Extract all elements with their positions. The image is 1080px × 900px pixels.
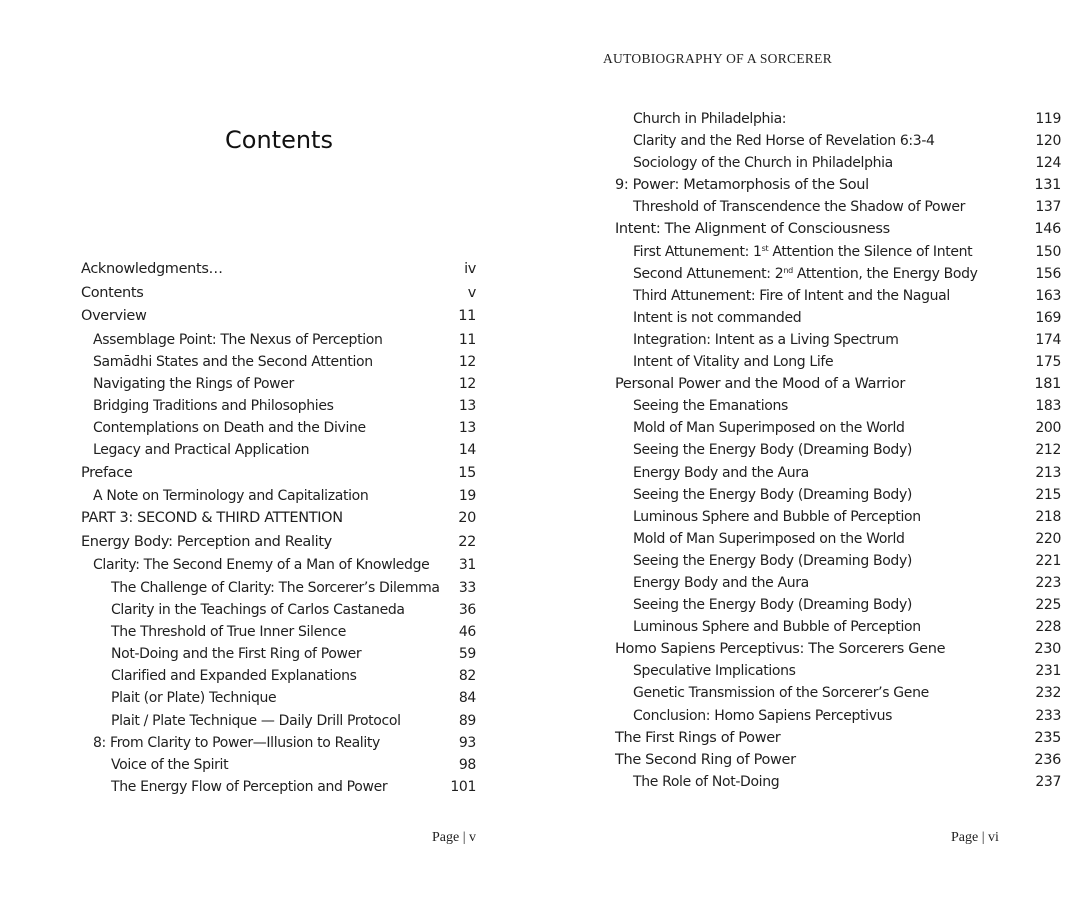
toc-entry[interactable] [81, 329, 476, 351]
toc-entry-page: 150 [1035, 243, 1061, 260]
toc-entry-page: 230 [1034, 641, 1061, 658]
toc-entry-page: 33 [458, 579, 476, 596]
toc-entry-page: 119 [1035, 111, 1061, 127]
toc-entry[interactable] [615, 572, 1061, 594]
toc-entry[interactable] [81, 395, 476, 417]
toc-entry-title: Genetic Transmission of the Sorcerer’s Gene [633, 685, 929, 702]
toc-entry[interactable] [615, 484, 1061, 506]
toc-entry-title: Intent is not commanded [633, 309, 802, 326]
toc-entry-page: 82 [458, 668, 476, 685]
toc-entry-page: 89 [458, 712, 476, 729]
toc-entry-page: 59 [458, 646, 476, 663]
toc-entry-title: Seeing the Energy Body (Dreaming Body) [633, 486, 913, 503]
toc-entry-title: Intent: The Alignment of Consciousness [615, 221, 890, 238]
toc-entry-page: 213 [1035, 464, 1061, 481]
toc-entry-page: 14 [458, 442, 476, 459]
toc-entry-page: 20 [458, 510, 476, 527]
toc-entry[interactable] [615, 550, 1061, 572]
toc-entry[interactable] [81, 710, 476, 732]
toc-entry[interactable] [81, 305, 476, 329]
toc-entry[interactable] [615, 196, 1061, 218]
toc-entry-page: 231 [1035, 663, 1061, 680]
toc-entry-title: First Attunement: 1st Attention the Silence of Intent [633, 243, 973, 260]
toc-entry-page: 156 [1035, 265, 1061, 282]
toc-entry-title: Mold of Man Superimposed on the World [633, 530, 905, 547]
toc-entry-title: Contents [81, 284, 144, 301]
toc-entry-page: 31 [458, 557, 476, 574]
toc-entry-page: 221 [1035, 552, 1061, 569]
toc-entry[interactable] [81, 282, 476, 306]
contents-title: Contents [225, 126, 333, 155]
toc-entry-title: Legacy and Practical Application [93, 442, 310, 459]
left-toc-list [81, 258, 476, 798]
toc-entry[interactable] [81, 351, 476, 373]
right-toc-list [615, 108, 1061, 793]
toc-entry[interactable] [81, 776, 476, 798]
toc-entry[interactable] [81, 754, 476, 776]
toc-entry-title: Samādhi States and the Second Attention [93, 353, 373, 370]
toc-entry-page: 124 [1035, 155, 1061, 172]
toc-entry-title: Homo Sapiens Perceptivus: The Sorcerers Gene [615, 641, 946, 658]
toc-entry[interactable] [615, 108, 1061, 130]
toc-entry-title: Voice of the Spirit [111, 757, 229, 773]
toc-entry-title: PART 3: SECOND & THIRD ATTENTION [81, 510, 343, 527]
toc-entry-page: 233 [1035, 707, 1061, 724]
toc-entry[interactable] [615, 727, 1061, 749]
toc-entry-page: v [467, 284, 476, 301]
toc-entry[interactable] [615, 351, 1061, 373]
toc-entry-title: Church in Philadelphia: [633, 111, 787, 127]
toc-entry-title: Clarity and the Red Horse of Revelation 6:3-4 [633, 133, 935, 150]
toc-entry-page: 163 [1035, 287, 1061, 304]
toc-entry[interactable] [615, 638, 1061, 660]
toc-entry[interactable] [615, 174, 1061, 196]
toc-entry-page: 215 [1035, 486, 1061, 503]
toc-entry-page: 237 [1035, 773, 1061, 790]
toc-entry[interactable] [81, 507, 476, 531]
toc-entry-title: Seeing the Energy Body (Dreaming Body) [633, 442, 913, 459]
toc-entry[interactable] [615, 439, 1061, 461]
toc-entry-title: The Energy Flow of Perception and Power [111, 779, 388, 796]
toc-entry-page: 181 [1034, 376, 1061, 393]
toc-entry-page: 146 [1034, 221, 1061, 238]
toc-entry[interactable] [81, 599, 476, 621]
toc-entry-page: 22 [458, 533, 476, 550]
toc-entry-page: 175 [1035, 354, 1061, 371]
toc-entry[interactable] [615, 682, 1061, 704]
toc-entry-title: Bridging Traditions and Philosophies [93, 398, 334, 415]
toc-entry-title: Clarity: The Second Enemy of a Man of Knowledge [93, 557, 430, 574]
toc-entry-title: Intent of Vitality and Long Life [633, 354, 834, 371]
toc-entry-page: 218 [1035, 508, 1061, 525]
toc-entry[interactable] [81, 258, 476, 282]
toc-entry-page: 235 [1034, 729, 1061, 746]
toc-entry[interactable] [81, 577, 476, 599]
toc-entry[interactable] [615, 130, 1061, 152]
toc-entry-title: Personal Power and the Mood of a Warrior [615, 376, 905, 393]
toc-entry-page: 11 [458, 331, 476, 348]
toc-entry-page: 183 [1035, 398, 1061, 415]
toc-entry[interactable] [81, 621, 476, 643]
toc-entry-title: Overview [81, 308, 147, 324]
toc-entry-page: 236 [1034, 751, 1061, 768]
toc-entry-title: Integration: Intent as a Living Spectrum [633, 331, 899, 348]
toc-entry-title: Second Attunement: 2nd Attention, the Energy Body [633, 265, 978, 282]
running-header: AUTOBIOGRAPHY OF A SORCERER [603, 51, 833, 66]
toc-entry-page: 13 [458, 420, 476, 437]
toc-entry[interactable] [81, 531, 476, 555]
toc-entry-page: 15 [458, 464, 476, 481]
toc-entry-title: Speculative Implications [633, 663, 796, 680]
toc-entry-title: Seeing the Energy Body (Dreaming Body) [633, 597, 913, 614]
toc-entry-title: Plait / Plate Technique — Daily Drill Protocol [111, 712, 401, 729]
toc-entry-page: 174 [1035, 331, 1061, 348]
toc-entry-page: 169 [1035, 309, 1061, 326]
toc-entry-page: 84 [458, 690, 476, 707]
toc-entry-page: 232 [1035, 685, 1061, 702]
toc-entry-page: 19 [458, 488, 476, 505]
toc-entry-title: Luminous Sphere and Bubble of Perception [633, 619, 921, 636]
toc-entry-page: 11 [458, 308, 476, 324]
toc-entry-title: Threshold of Transcendence the Shadow of Power [633, 199, 965, 216]
toc-entry-page: 46 [458, 623, 476, 640]
toc-entry[interactable] [615, 241, 1061, 263]
toc-entry[interactable] [615, 285, 1061, 307]
toc-entry-title: The Second Ring of Power [615, 751, 796, 768]
toc-entry-title: Acknowledgments… [81, 261, 223, 277]
right-page-number: Page | vi [951, 830, 999, 845]
toc-entry[interactable] [615, 373, 1061, 395]
toc-entry-page: 220 [1035, 530, 1061, 547]
toc-entry-title: The Challenge of Clarity: The Sorcerer’s Dilemma [111, 579, 440, 596]
toc-entry-page: 101 [450, 779, 476, 796]
toc-entry[interactable] [615, 263, 1061, 285]
toc-entry-title: Seeing the Emanations [633, 398, 788, 415]
toc-entry-title: Energy Body and the Aura [633, 574, 809, 591]
right-page [540, 0, 1080, 900]
toc-entry-page: 225 [1035, 597, 1061, 614]
toc-entry-page: 131 [1034, 177, 1061, 194]
toc-entry[interactable] [81, 554, 476, 576]
toc-entry-page: 36 [458, 601, 476, 618]
toc-entry[interactable] [81, 417, 476, 439]
toc-entry[interactable] [615, 395, 1061, 417]
toc-entry-page: 93 [458, 734, 476, 751]
toc-entry[interactable] [81, 485, 476, 507]
toc-entry[interactable] [615, 705, 1061, 727]
toc-entry[interactable] [615, 218, 1061, 240]
toc-entry[interactable] [615, 506, 1061, 528]
toc-entry[interactable] [81, 462, 476, 486]
toc-entry-page: 223 [1035, 574, 1061, 591]
toc-entry[interactable] [615, 616, 1061, 638]
toc-entry-title: Clarity in the Teachings of Carlos Castaneda [111, 601, 405, 618]
toc-entry-title: The Threshold of True Inner Silence [111, 623, 346, 640]
toc-entry[interactable] [81, 665, 476, 687]
toc-entry-page: 137 [1035, 199, 1061, 216]
toc-entry-title: Energy Body: Perception and Reality [81, 533, 332, 550]
toc-entry[interactable] [615, 660, 1061, 682]
toc-entry-title: 8: From Clarity to Power—Illusion to Reality [93, 734, 380, 751]
toc-entry[interactable] [81, 643, 476, 665]
toc-entry[interactable] [81, 373, 476, 395]
toc-entry[interactable] [615, 528, 1061, 550]
toc-entry-title: Mold of Man Superimposed on the World [633, 420, 905, 437]
toc-entry-title: Clarified and Expanded Explanations [111, 668, 357, 685]
toc-entry-title: Energy Body and the Aura [633, 464, 809, 481]
toc-entry[interactable] [81, 439, 476, 461]
toc-entry[interactable] [615, 307, 1061, 329]
toc-entry-title: Navigating the Rings of Power [93, 375, 294, 392]
toc-entry[interactable] [81, 687, 476, 709]
toc-entry-title: 9: Power: Metamorphosis of the Soul [615, 177, 869, 194]
toc-entry-page: 120 [1035, 133, 1061, 150]
toc-entry-page: 98 [458, 757, 476, 773]
toc-entry-title: Not-Doing and the First Ring of Power [111, 646, 362, 663]
toc-entry-page: 12 [458, 375, 476, 392]
toc-entry-title: The First Rings of Power [615, 729, 781, 746]
toc-entry-page: iv [464, 261, 476, 277]
toc-entry-page: 200 [1035, 420, 1061, 437]
toc-entry-title: Conclusion: Homo Sapiens Perceptivus [633, 707, 893, 724]
toc-entry[interactable] [615, 749, 1061, 771]
toc-entry-page: 228 [1035, 619, 1061, 636]
toc-entry[interactable] [81, 732, 476, 754]
toc-entry-title: Third Attunement: Fire of Intent and the Nagual [633, 287, 950, 304]
toc-entry-page: 12 [458, 353, 476, 370]
toc-entry-title: Preface [81, 464, 133, 481]
toc-entry-page: 13 [458, 398, 476, 415]
toc-entry-title: Contemplations on Death and the Divine [93, 420, 366, 437]
toc-entry[interactable] [615, 771, 1061, 793]
toc-entry-title: Sociology of the Church in Philadelphia [633, 155, 893, 172]
toc-entry-title: Assemblage Point: The Nexus of Perception [93, 331, 383, 348]
toc-entry-title: Plait (or Plate) Technique [111, 690, 277, 707]
toc-entry[interactable] [615, 462, 1061, 484]
toc-entry-page: 212 [1035, 442, 1061, 459]
toc-entry[interactable] [615, 417, 1061, 439]
toc-entry-title: Luminous Sphere and Bubble of Perception [633, 508, 921, 525]
toc-entry-title: A Note on Terminology and Capitalization [93, 488, 369, 505]
toc-entry-title: Seeing the Energy Body (Dreaming Body) [633, 552, 913, 569]
toc-entry[interactable] [615, 152, 1061, 174]
toc-entry[interactable] [615, 594, 1061, 616]
toc-entry-title: The Role of Not-Doing [633, 773, 780, 790]
toc-entry[interactable] [615, 329, 1061, 351]
left-page-number: Page | v [432, 830, 477, 845]
